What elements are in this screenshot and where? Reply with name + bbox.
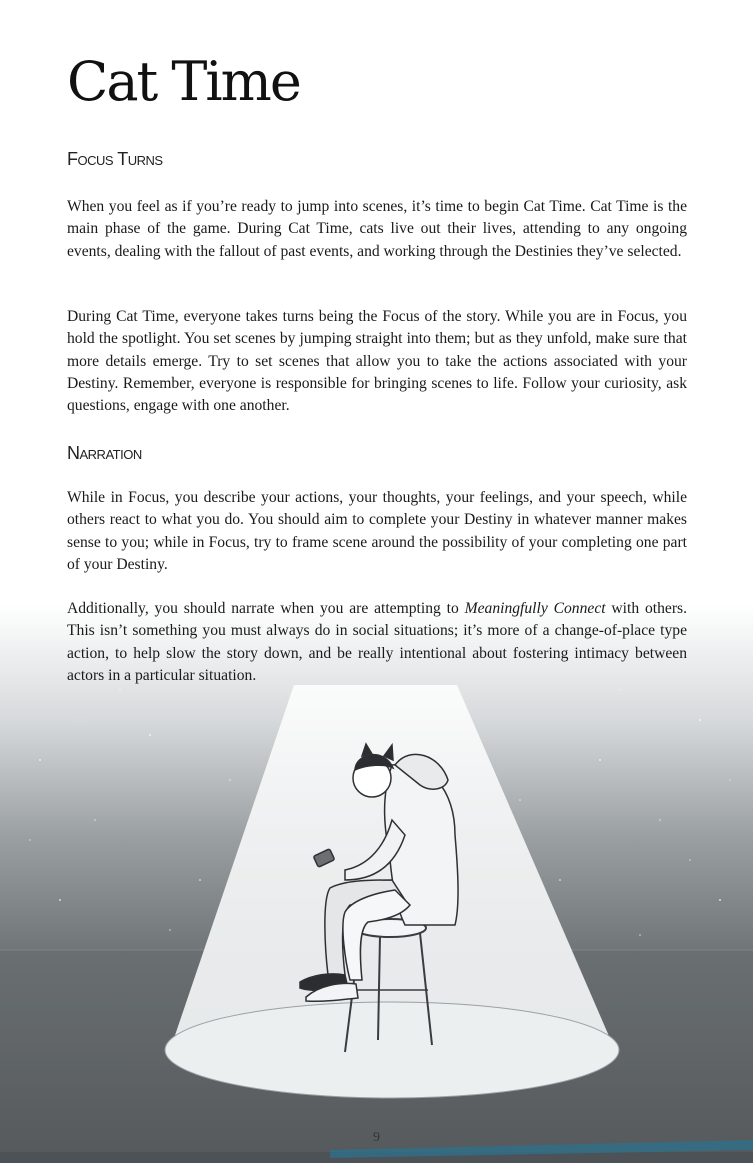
section-heading-narration: Narration (67, 443, 142, 463)
text-span: Additionally, you should narrate when you are attempting to (67, 600, 465, 617)
page-title: Cat Time (67, 50, 300, 113)
paragraph: During Cat Time, everyone takes turns being the Focus of the story. While you are in Focus, you hold the spotlight. You set scenes by jumping straight into them; but as they unfold, make sure that more details emerge. Try to set scenes that allow you to take the actions associated with your Destiny. Remember, everyone is responsible for bringing scenes to life. Follow your curiosity, ask questions, engage with one another. (67, 308, 687, 415)
text-span: with others. This isn’t something you must always do in social situations; it’s more of a change-of-place type action, to help slow the story down, and be really intentional about fostering intimacy between actors in a particular situation. (67, 600, 687, 684)
section-heading-focus-turns: Focus Turns (67, 149, 163, 169)
paragraph-meaningfully-connect (67, 598, 687, 687)
paragraph: When you feel as if you’re ready to jump into scenes, it’s time to begin Cat Time. Cat Time is the main phase of the game. During Cat Time, cats live out their lives, attending to any ongoing events, dealing with the fallout of past events, and working through the Destinies they’ve selected. (67, 198, 687, 260)
emphasis-term: Meaningfully Connect (464, 600, 606, 617)
paragraph: While in Focus, you describe your actions, your thoughts, your feelings, and your speech, while others react to what you do. You should aim to complete your Destiny in whatever manner makes sense to you; while in Focus, try to frame scene around the possibility of your completing one part of your Destiny. (67, 489, 687, 573)
page-number: 9 (373, 1130, 380, 1145)
